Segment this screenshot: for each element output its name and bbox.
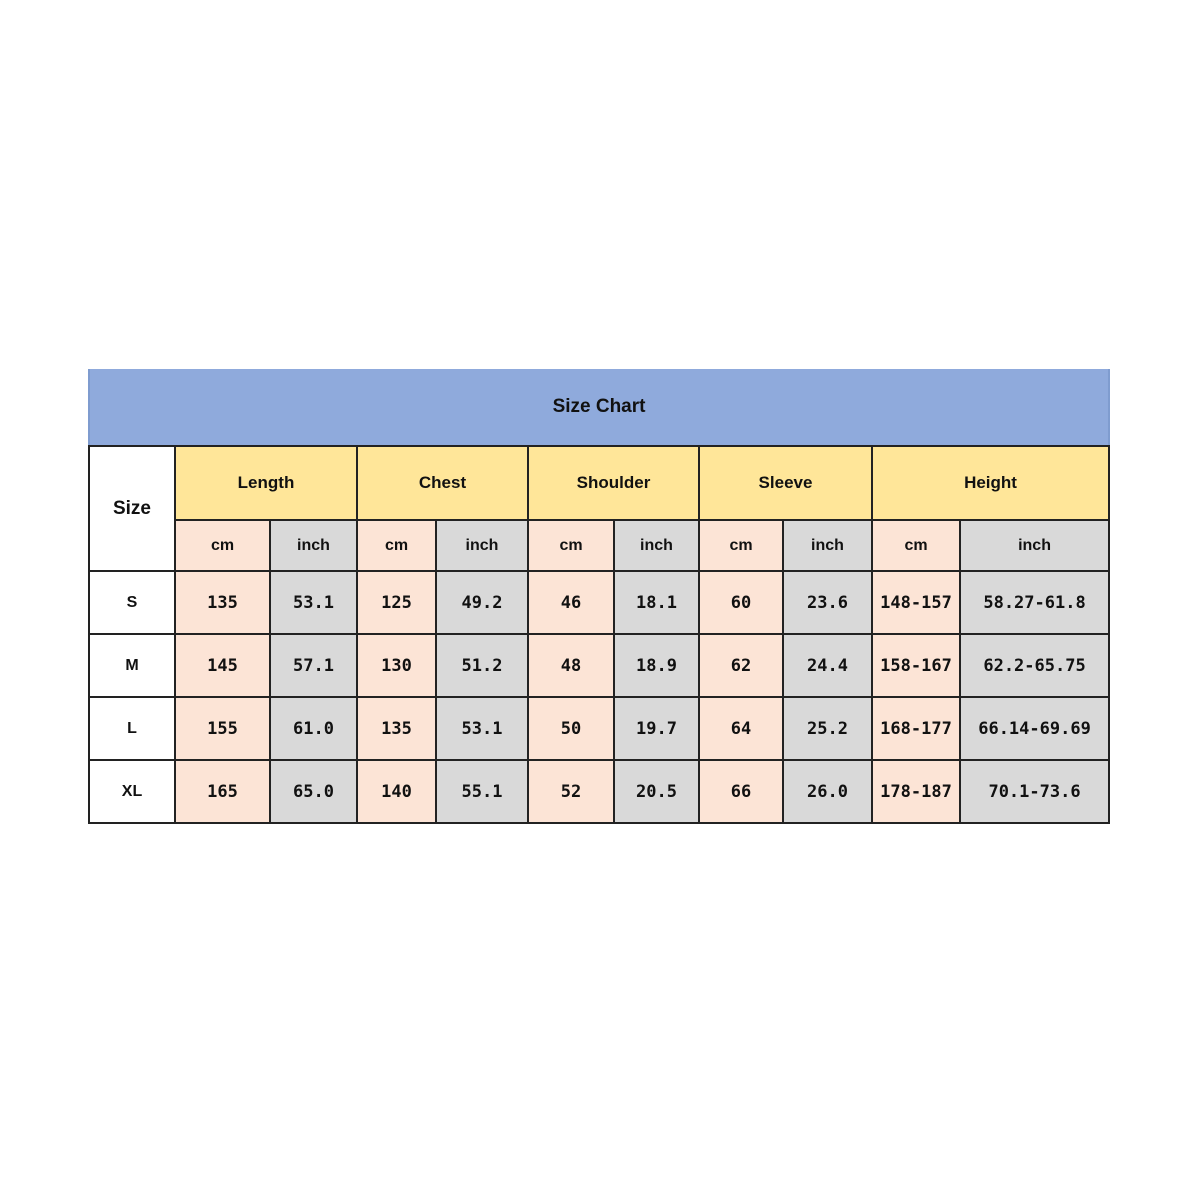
column-header-height: Height <box>872 446 1109 520</box>
size-column-header: Size <box>89 446 175 571</box>
table-cell: 58.27-61.8 <box>960 571 1109 634</box>
table-cell: 46 <box>528 571 614 634</box>
table-cell: 53.1 <box>270 571 357 634</box>
column-header-sleeve: Sleeve <box>699 446 872 520</box>
table-cell: 24.4 <box>783 634 872 697</box>
unit-header-shoulder-inch: inch <box>614 520 699 571</box>
table-cell: 57.1 <box>270 634 357 697</box>
table-row <box>89 760 1109 823</box>
table-cell: 135 <box>175 571 270 634</box>
unit-header-shoulder-cm: cm <box>528 520 614 571</box>
table-row <box>89 697 1109 760</box>
table-cell: 52 <box>528 760 614 823</box>
table-cell: 18.1 <box>614 571 699 634</box>
table-cell: 66 <box>699 760 783 823</box>
table-cell: 130 <box>357 634 436 697</box>
table-cell: 60 <box>699 571 783 634</box>
table-cell: 50 <box>528 697 614 760</box>
table-cell: 61.0 <box>270 697 357 760</box>
table-cell: 18.9 <box>614 634 699 697</box>
table-cell: 62.2-65.75 <box>960 634 1109 697</box>
table-cell: 25.2 <box>783 697 872 760</box>
table-cell: 20.5 <box>614 760 699 823</box>
table-cell: 168-177 <box>872 697 960 760</box>
table-cell: 155 <box>175 697 270 760</box>
size-label-m: M <box>89 634 175 697</box>
unit-header-sleeve-cm: cm <box>699 520 783 571</box>
table-cell: 55.1 <box>436 760 528 823</box>
unit-header-chest-cm: cm <box>357 520 436 571</box>
table-row <box>89 571 1109 634</box>
table-cell: 65.0 <box>270 760 357 823</box>
table-cell: 145 <box>175 634 270 697</box>
size-label-s: S <box>89 571 175 634</box>
table-cell: 140 <box>357 760 436 823</box>
table-cell: 19.7 <box>614 697 699 760</box>
unit-header-length-cm: cm <box>175 520 270 571</box>
column-header-shoulder: Shoulder <box>528 446 699 520</box>
table-cell: 158-167 <box>872 634 960 697</box>
column-header-length: Length <box>175 446 357 520</box>
size-label-xl: XL <box>89 760 175 823</box>
table-cell: 125 <box>357 571 436 634</box>
table-cell: 53.1 <box>436 697 528 760</box>
table-cell: 49.2 <box>436 571 528 634</box>
unit-header-sleeve-inch: inch <box>783 520 872 571</box>
table-cell: 165 <box>175 760 270 823</box>
chart-title: Size Chart <box>89 369 1109 446</box>
size-chart-table <box>88 369 1110 824</box>
table-cell: 48 <box>528 634 614 697</box>
table-cell: 148-157 <box>872 571 960 634</box>
table-cell: 51.2 <box>436 634 528 697</box>
table-cell: 23.6 <box>783 571 872 634</box>
table-cell: 70.1-73.6 <box>960 760 1109 823</box>
unit-header-chest-inch: inch <box>436 520 528 571</box>
unit-header-height-inch: inch <box>960 520 1109 571</box>
unit-header-length-inch: inch <box>270 520 357 571</box>
table-row <box>89 634 1109 697</box>
table-cell: 64 <box>699 697 783 760</box>
table-cell: 135 <box>357 697 436 760</box>
unit-header-height-cm: cm <box>872 520 960 571</box>
table-cell: 66.14-69.69 <box>960 697 1109 760</box>
column-header-chest: Chest <box>357 446 528 520</box>
table-cell: 62 <box>699 634 783 697</box>
size-label-l: L <box>89 697 175 760</box>
table-cell: 178-187 <box>872 760 960 823</box>
table-cell: 26.0 <box>783 760 872 823</box>
